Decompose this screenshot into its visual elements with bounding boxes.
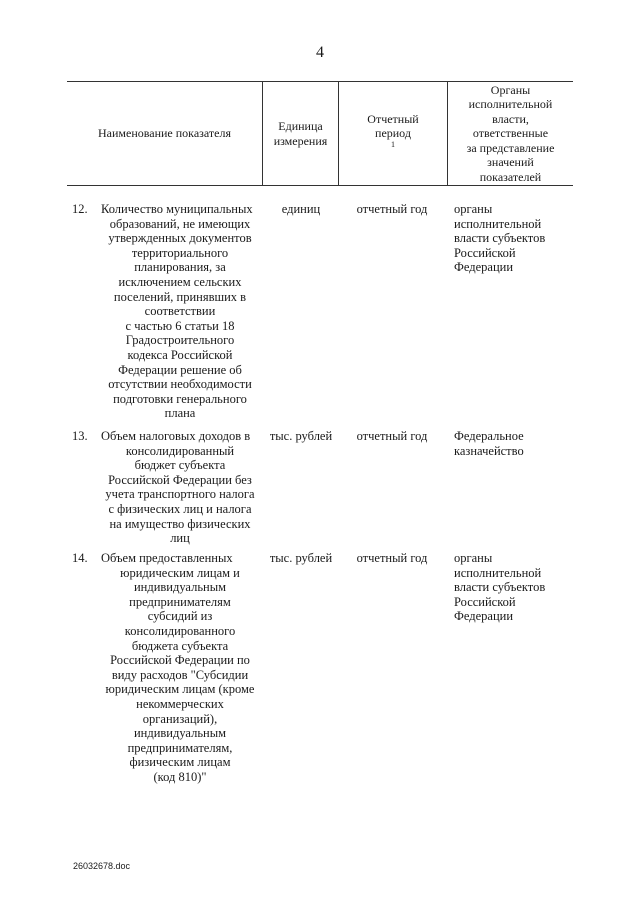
row-number: 13. xyxy=(72,429,88,443)
responsible-body: органы исполнительной власти субъектов Российской Федерации xyxy=(454,551,546,624)
indicator-name: Количество муниципальных образований, не имеющих утвержденных документов территориального планирования, за исключением сельских поселений, принявших в соответствии с частью 6 статьи 18 Градостроительного кодекса Российской Федерации решение об отсутствии необходимости подготовки генерального плана xyxy=(101,202,253,421)
reporting-period: отчетный год xyxy=(356,551,428,565)
page-number: 4 xyxy=(316,44,324,61)
header-unit: Единица измерения xyxy=(273,119,328,148)
header-period: Отчетный период $^1$ xyxy=(367,111,419,149)
reporting-period: отчетный год xyxy=(356,429,428,443)
unit-of-measure: тыс. рублей xyxy=(269,551,333,565)
row-number: 12. xyxy=(72,202,88,216)
footnote-marker: 1 xyxy=(390,139,395,149)
table-header-bottom-rule xyxy=(67,185,573,186)
document-filename: 26032678.doc xyxy=(73,861,131,871)
unit-of-measure: единиц xyxy=(281,202,321,216)
responsible-body: Федеральное казначейство xyxy=(454,429,524,458)
indicator-name: Объем налоговых доходов в консолидированный бюджет субъекта Российской Федерации без учета транспортного налога с физических лиц и налога на имущество физических лиц xyxy=(101,429,255,546)
reporting-period: отчетный год xyxy=(356,202,428,216)
unit-of-measure: тыс. рублей xyxy=(269,429,333,443)
header-responsible-bodies: Органы исполнительной власти, ответственные за представление значений показателей xyxy=(466,82,555,184)
indicator-name: Объем предоставленных юридическим лицам и индивидуальным предпринимателям субсидий из консолидированного бюджета субъекта Российской Федерации по виду расходов "Субсидии юридическим лицам (кроме некоммерческих организаций), индивидуальным предпринимателям, физическим лицам (код 810)" xyxy=(101,551,255,784)
header-indicator-name: Наименование показателя xyxy=(98,126,231,141)
responsible-body: органы исполнительной власти субъектов Российской Федерации xyxy=(454,202,546,275)
row-number: 14. xyxy=(72,551,88,565)
